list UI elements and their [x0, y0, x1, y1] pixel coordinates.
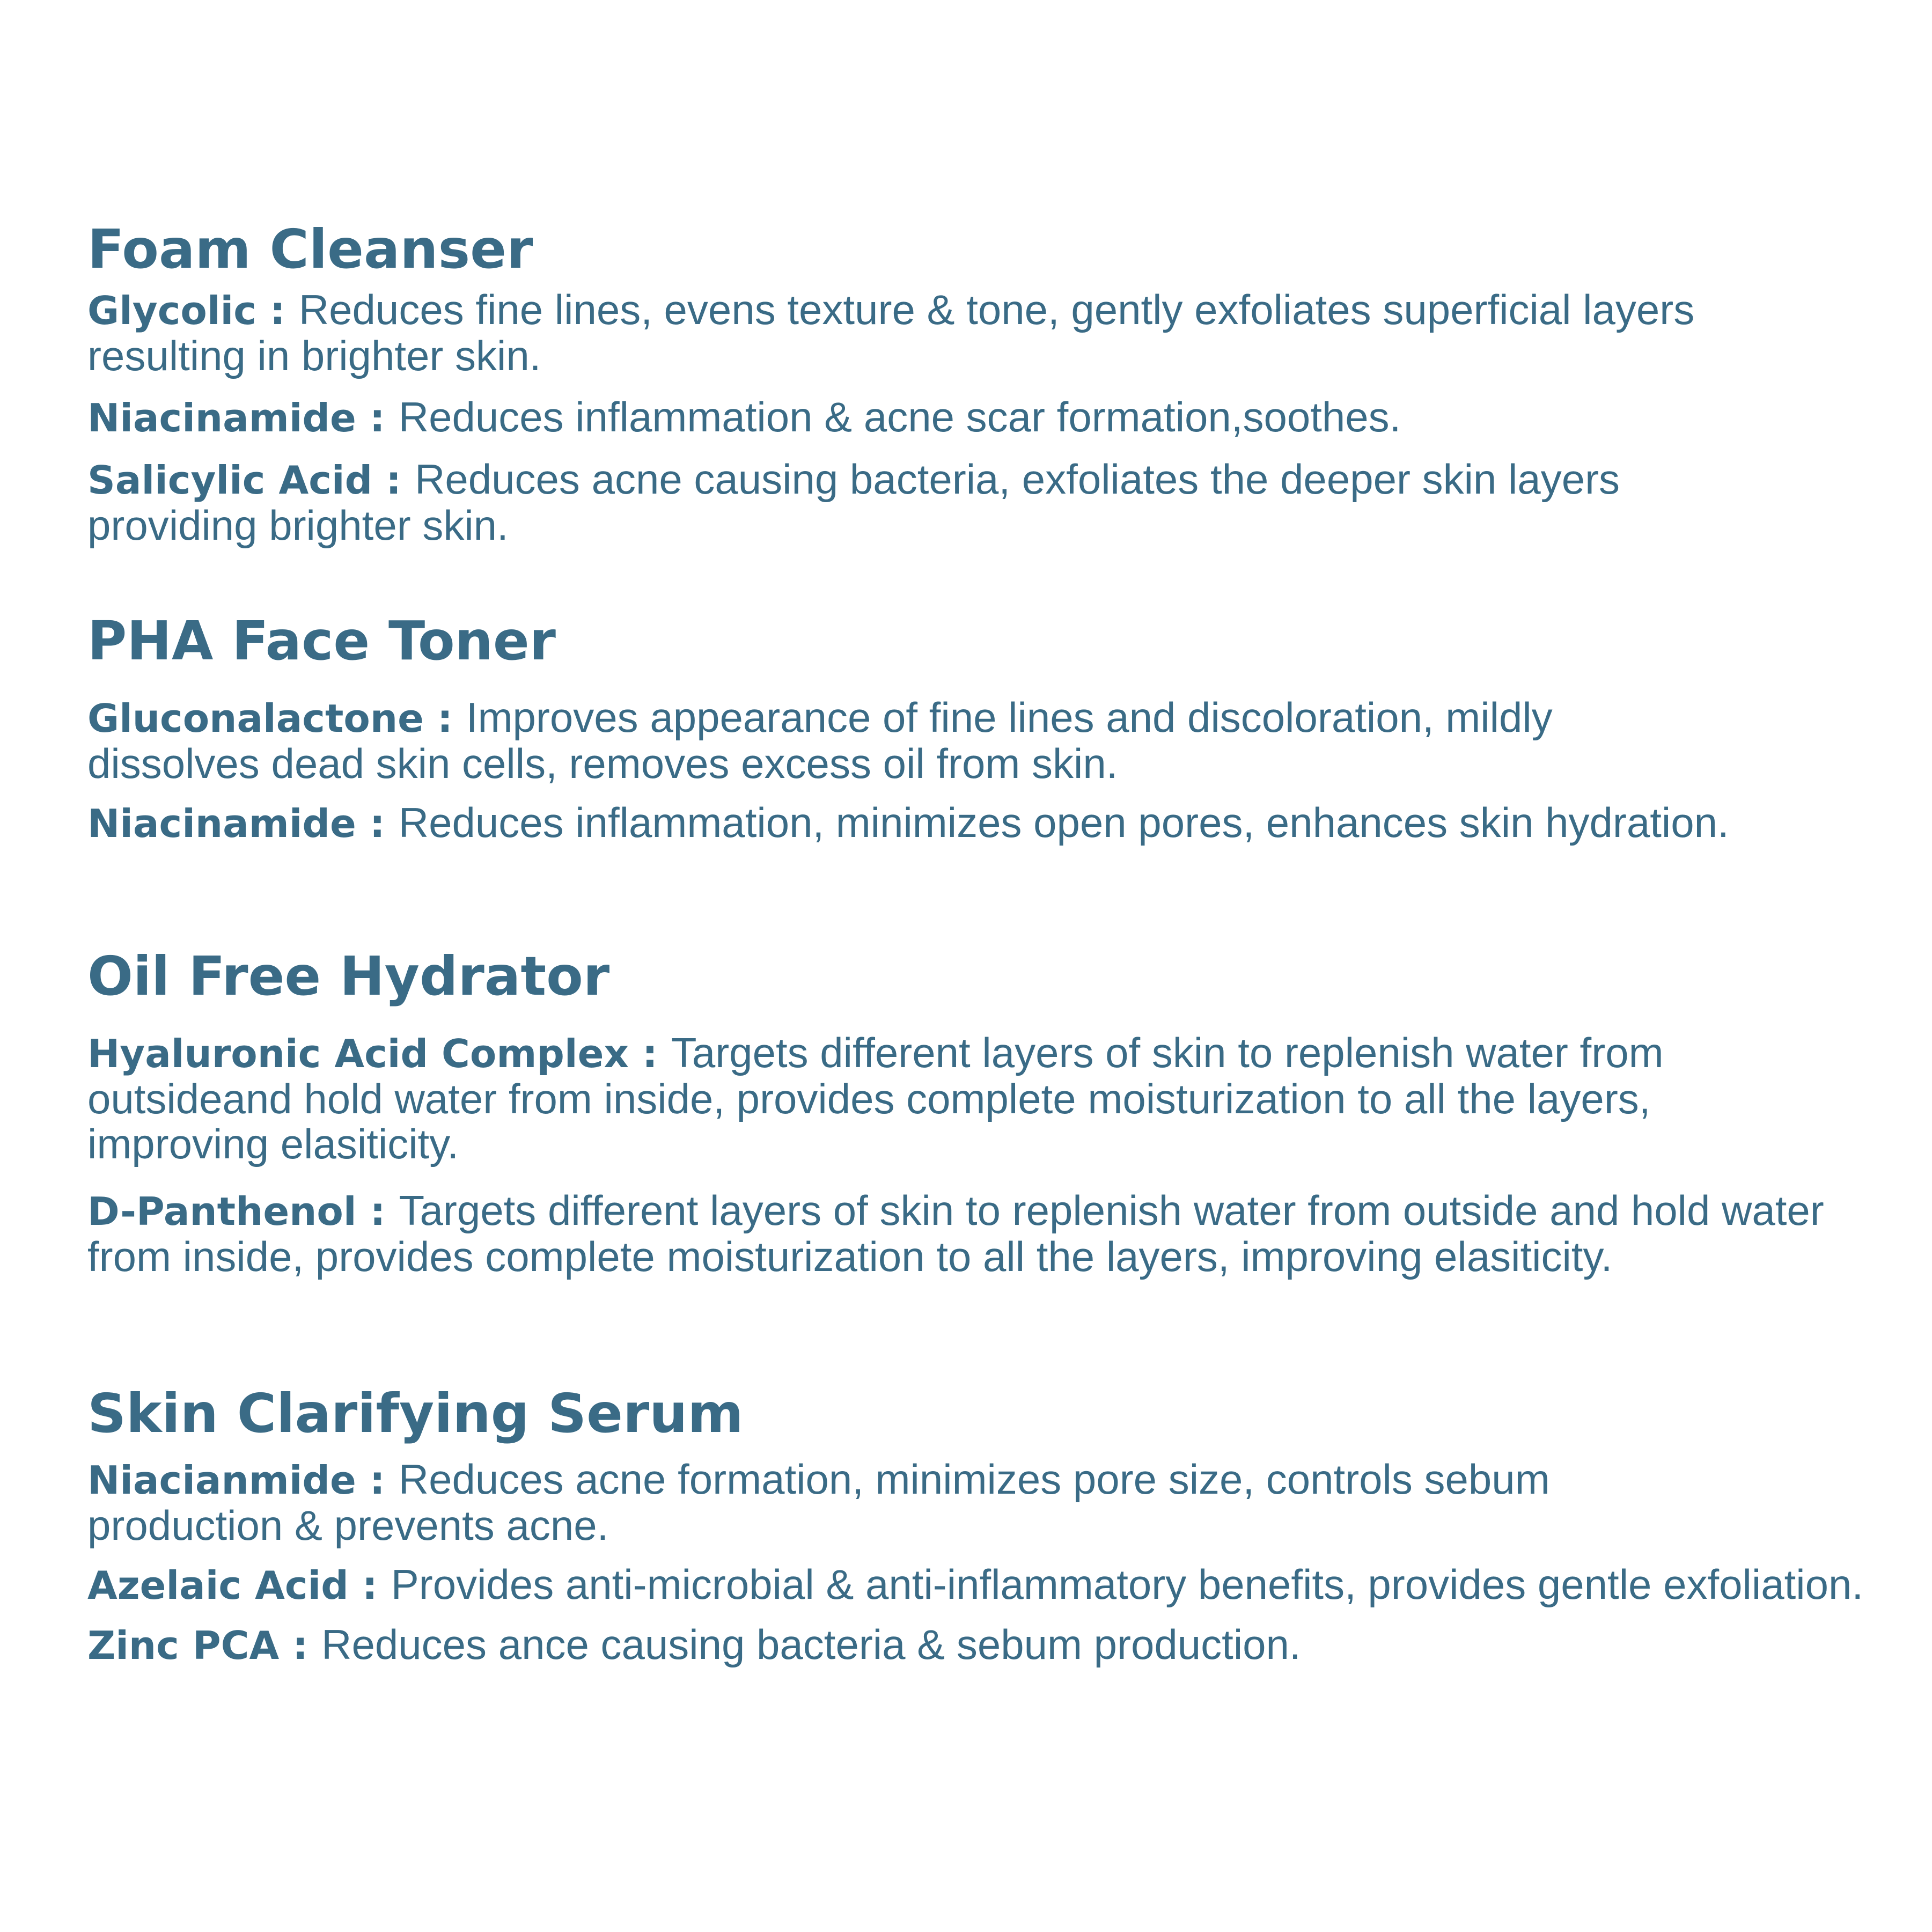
- ingredient-name: Niacianmide: [87, 1458, 356, 1503]
- ingredient-description: Reduces acne causing bacteria, exfoliates the deeper skin layers providing brighter skin.: [87, 456, 1620, 549]
- ingredient-description: Reduces inflammation & acne scar formation,soothes.: [398, 393, 1401, 440]
- ingredient-separator: :: [348, 1563, 391, 1608]
- section-pha-face-toner: [87, 609, 1890, 846]
- ingredient-name: Hyaluronic Acid Complex: [87, 1031, 629, 1076]
- ingredient-name: Niacinamide: [87, 801, 356, 846]
- ingredient-item: [87, 1457, 1729, 1548]
- ingredient-separator: :: [356, 1189, 399, 1234]
- ingredient-separator: :: [356, 1458, 399, 1503]
- section-foam-cleanser: [87, 217, 1890, 548]
- ingredient-description: Improves appearance of fine lines and discoloration, mildly dissolves dead skin cells, removes excess oil from skin.: [87, 694, 1553, 787]
- ingredient-separator: :: [356, 395, 399, 440]
- section-title: Oil Free Hydrator: [87, 945, 610, 1008]
- ingredient-item: [87, 1562, 1890, 1608]
- section-oil-free-hydrator: [87, 944, 1890, 1279]
- ingredient-description: Targets different layers of skin to replenish water from outsideand hold water from inside, provides complete moisturization to all the layers, improving elasiticity.: [87, 1029, 1664, 1167]
- section-title: Foam Cleanser: [87, 218, 533, 281]
- ingredient-description: Reduces ance causing bacteria & sebum production.: [321, 1621, 1301, 1668]
- ingredient-item: [87, 1030, 1794, 1166]
- ingredient-separator: :: [356, 801, 399, 846]
- ingredient-description: Targets different layers of skin to replenish water from outside and hold water from inside, provides complete moisturization to all the layers, improving elasiticity.: [87, 1187, 1824, 1280]
- section-title: Skin Clarifying Serum: [87, 1382, 744, 1445]
- ingredient-item: [87, 394, 1890, 440]
- ingredient-name: Gluconalactone: [87, 696, 424, 741]
- ingredient-separator: :: [372, 458, 415, 503]
- ingredient-name: Azelaic Acid: [87, 1563, 349, 1608]
- ingredient-description: Provides anti-microbial & anti-inflammatory benefits, provides gentle exfoliation.: [391, 1561, 1864, 1608]
- ingredient-item: [87, 800, 1729, 846]
- ingredient-item: [87, 1188, 1890, 1279]
- ingredient-item: [87, 1622, 1890, 1668]
- ingredient-separator: :: [423, 696, 466, 741]
- ingredient-description: Reduces fine lines, evens texture & tone, gently exfoliates superficial layers resulting in brighter skin.: [87, 286, 1695, 379]
- ingredient-separator: :: [279, 1623, 322, 1668]
- section-title: PHA Face Toner: [87, 609, 556, 672]
- ingredient-item: [87, 695, 1729, 786]
- section-skin-clarifying-serum: [87, 1382, 1890, 1668]
- ingredient-description: Reduces acne formation, minimizes pore size, controls sebum production & prevents acne.: [87, 1456, 1550, 1549]
- ingredient-name: Zinc PCA: [87, 1623, 280, 1668]
- ingredient-separator: :: [256, 288, 299, 333]
- ingredient-name: Salicylic Acid: [87, 458, 373, 503]
- ingredient-separator: :: [628, 1031, 671, 1076]
- ingredient-name: D-Panthenol: [87, 1189, 357, 1234]
- ingredient-name: Niacinamide: [87, 395, 356, 440]
- ingredient-item: [87, 287, 1729, 378]
- ingredient-item: [87, 457, 1676, 548]
- ingredient-name: Glycolic: [87, 288, 256, 333]
- ingredient-description: Reduces inflammation, minimizes open pores, enhances skin hydration.: [398, 799, 1729, 846]
